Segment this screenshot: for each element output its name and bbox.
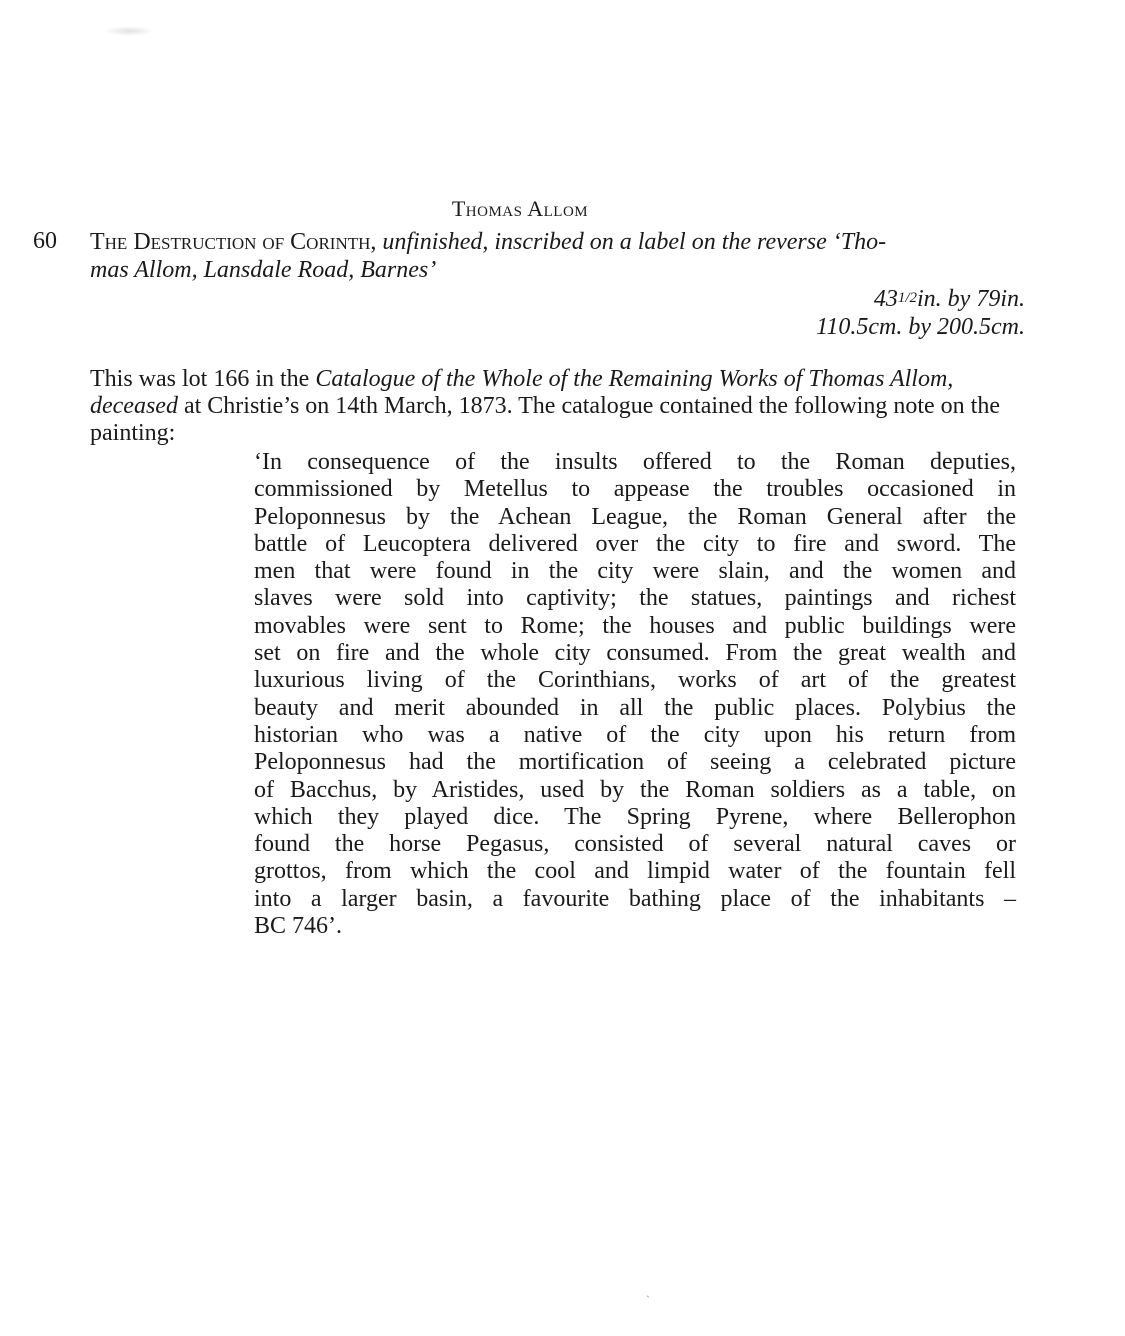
quote-line: historian who was a native of the city upon his return from (254, 721, 1016, 748)
quote-line: BC 746’. (254, 913, 343, 940)
paper-mark: ˎ (646, 1284, 650, 1298)
note-text-part2: at Christie’s on 14th March, 1873. The catalogue contained the following note on the painting: (90, 393, 1000, 446)
quote-line: commissioned by Metellus to appease the troubles occasioned in (254, 476, 1016, 503)
quote-line: battle of Leucoptera delivered over the city to fire and sword. The (254, 530, 1016, 557)
quote-line: men that were found in the city were slain, and the women and (254, 558, 1016, 585)
lot-inscription-line2: mas Allom, Lansdale Road, Barnes’ (90, 257, 437, 283)
note-text-part1: This was lot 166 in the (90, 366, 316, 392)
quote-line: found the horse Pegasus, consisted of several natural caves or (254, 831, 1016, 858)
quote-line: Peloponnesus by the Achean League, the Roman General after the (254, 503, 1016, 530)
paper-speck (104, 26, 154, 36)
quote-line: ‘In consequence of the insults offered to the Roman deputies, (254, 449, 1016, 475)
quote-line: of Bacchus, by Aristides, used by the Roman soldiers as a table, on (254, 776, 1016, 803)
catalogue-quotation (254, 449, 1016, 940)
quote-line: luxurious living of the Corinthians, works of art of the greatest (254, 667, 1016, 694)
dimensions-inches: 431/2in. by 79in. (873, 286, 1025, 312)
quote-line: Peloponnesus had the mortification of seeing a celebrated picture (254, 749, 1016, 776)
quote-line: which they played dice. The Spring Pyrene, where Bellerophon (254, 803, 1016, 830)
lot-dimensions (816, 284, 1025, 341)
catalogue-title: Catalogue of the Whole of the Remaining Works of Thomas Allom, deceased (90, 366, 954, 419)
quote-line: grottos, from which the cool and limpid water of the fountain fell (254, 858, 1016, 885)
quote-line: into a larger basin, a favourite bathing place of the inhabitants – (254, 885, 1016, 912)
quote-line: beauty and merit abounded in all the public places. Polybius the (254, 694, 1016, 721)
dimensions-centimetres: 110.5cm. by 200.5cm. (816, 314, 1025, 340)
lot-description (90, 228, 1020, 284)
quote-line: set on fire and the whole city consumed. From the great wealth and (254, 640, 1016, 667)
lot-inscription-line1: unfinished, inscribed on a label on the reverse ‘Tho- (382, 229, 887, 255)
provenance-note (90, 366, 1015, 447)
quote-line: slaves were sold into captivity; the statues, paintings and richest (254, 585, 1016, 612)
artist-name: Thomas Allom (451, 196, 589, 221)
lot-number: 60 (33, 228, 57, 254)
lot-title: The Destruction of Corinth, (90, 229, 377, 255)
quote-line: movables were sent to Rome; the houses and public buildings were (254, 612, 1016, 639)
